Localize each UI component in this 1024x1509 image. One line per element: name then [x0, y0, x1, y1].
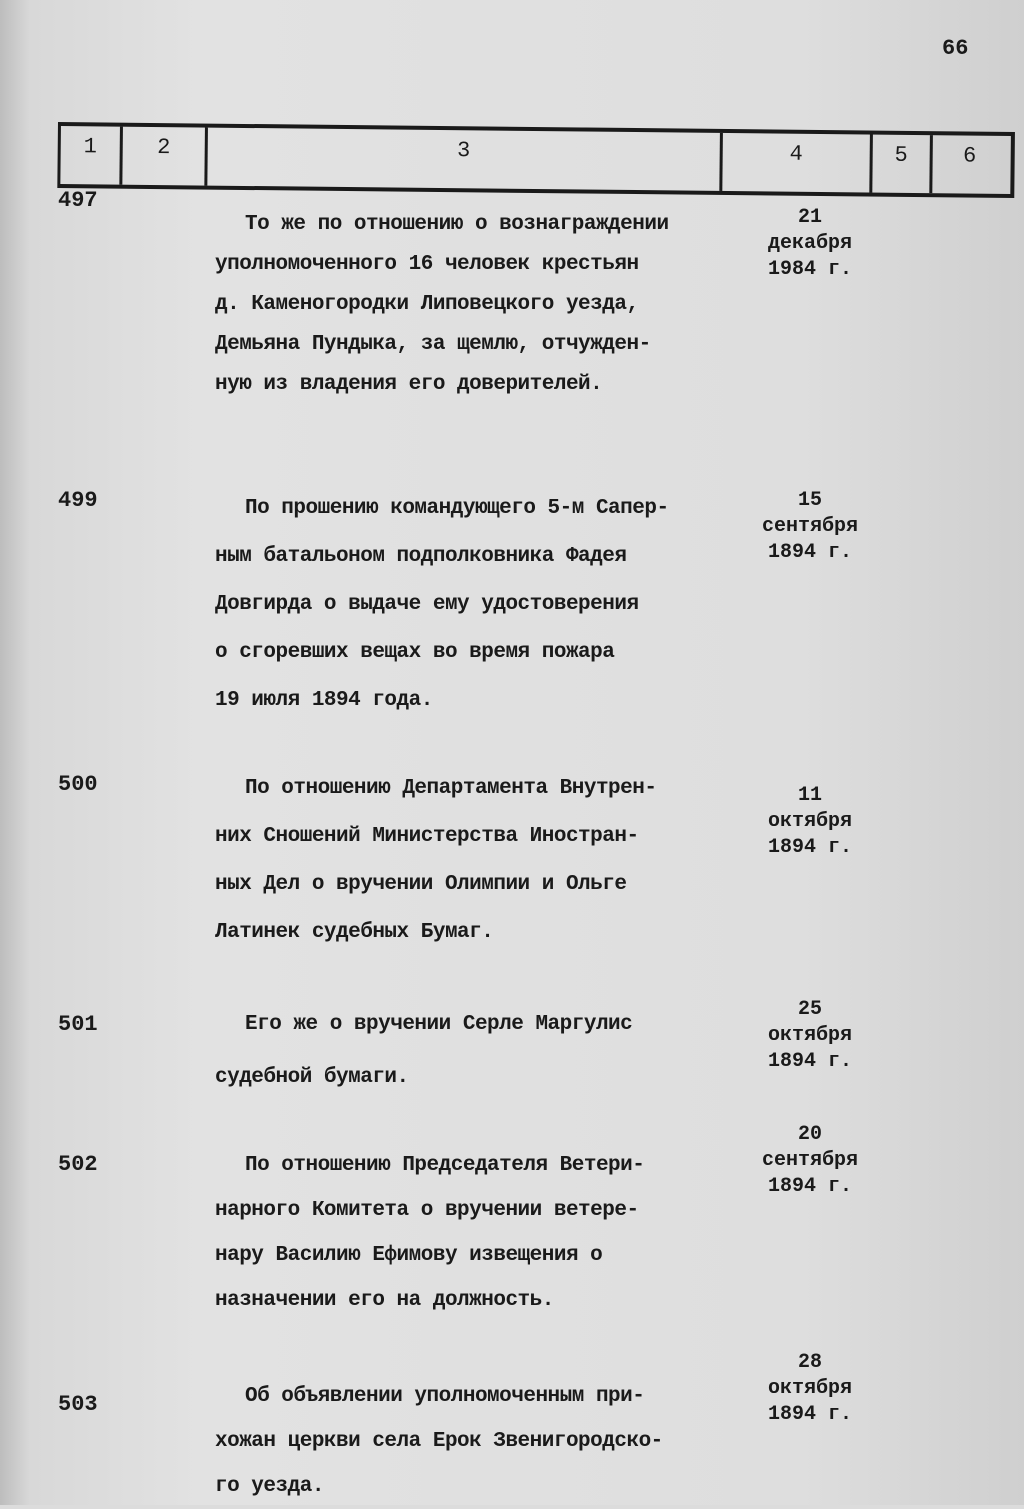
description-line: го уезда. [215, 1475, 324, 1498]
page-number: 66 [942, 36, 969, 61]
date-day: 11 [797, 784, 822, 807]
entry-number: 499 [58, 488, 98, 513]
date-month: декабря [767, 232, 852, 255]
description-line: нару Василию Ефимову извещения о [215, 1244, 603, 1267]
date-month: октября [767, 1377, 852, 1400]
date-month: октября [767, 1024, 852, 1047]
description-line: По прошению командующего 5-м Сапер- [245, 497, 669, 520]
description-line: 19 июля 1894 года. [215, 689, 433, 712]
entry-number: 500 [58, 772, 98, 797]
entry-date [745, 997, 875, 1075]
column-header-4: 4 [722, 133, 873, 193]
date-month: сентября [761, 515, 858, 538]
date-day: 28 [797, 1351, 822, 1374]
date-day: 20 [797, 1123, 822, 1146]
entry-description [215, 205, 745, 405]
column-header-5: 5 [872, 135, 933, 194]
entry-date [745, 488, 875, 566]
column-header-table [57, 122, 1015, 198]
column-header-6: 6 [962, 143, 977, 169]
entry-date [745, 783, 875, 861]
description-line: них Сношений Министерства Иностран- [215, 825, 639, 848]
description-line: Латинек судебных Бумаг. [215, 921, 494, 944]
description-line: уполномоченного 16 человек крестьян [215, 253, 639, 276]
description-line: нарного Комитета о вручении ветере- [215, 1199, 639, 1222]
entry-description [215, 765, 745, 957]
date-day: 15 [797, 489, 822, 512]
date-year: 1894 г. [767, 541, 852, 564]
entry-number: 497 [58, 188, 98, 213]
description-line: назначении его на должность. [215, 1289, 554, 1312]
date-year: 1894 г. [767, 1050, 852, 1073]
description-line: хожан церкви села Ерок Звенигородско- [215, 1430, 663, 1453]
entry-description [215, 1374, 745, 1509]
date-year: 1894 г. [767, 1175, 852, 1198]
entry-number: 502 [58, 1152, 98, 1177]
entry-number: 503 [58, 1392, 98, 1417]
description-line: По отношению Председателя Ветери- [245, 1154, 645, 1177]
description-line: ным батальоном подполковника Фадея [215, 545, 627, 568]
entry-date [745, 205, 875, 283]
description-line: Довгирда о выдаче ему удостоверения [215, 593, 639, 616]
description-line: По отношению Департамента Внутрен- [245, 777, 657, 800]
column-header-2: 2 [122, 127, 208, 186]
date-month: сентября [761, 1149, 858, 1172]
description-line: Его же о вручении Серле Маргулис [245, 1013, 633, 1036]
date-month: октября [767, 810, 852, 833]
date-day: 21 [797, 206, 822, 229]
column-header-1: 1 [60, 126, 123, 185]
entry-date [745, 1350, 875, 1428]
entry-date [745, 1122, 875, 1200]
date-day: 25 [797, 998, 822, 1021]
entry-number: 501 [58, 1012, 98, 1037]
description-line: То же по отношению о вознаграждении [245, 213, 669, 236]
description-line: ную из владения его доверителей. [215, 373, 603, 396]
date-year: 1984 г. [767, 258, 852, 281]
description-line: Демьяна Пундыка, за щемлю, отчужден- [215, 333, 651, 356]
entry-description [215, 485, 745, 725]
date-year: 1894 г. [767, 836, 852, 859]
description-line: о сгоревших вещах во время пожара [215, 641, 615, 664]
description-line: Об объявлении уполномоченным при- [245, 1385, 645, 1408]
description-line: д. Каменогородки Липовецкого уезда, [215, 293, 639, 316]
description-line: ных Дел о вручении Олимпии и Ольге [215, 873, 627, 896]
date-year: 1894 г. [767, 1403, 852, 1426]
description-line: судебной бумаги. [215, 1066, 409, 1089]
entry-description [215, 998, 745, 1104]
entry-description [215, 1143, 745, 1323]
column-header-3: 3 [207, 128, 723, 191]
